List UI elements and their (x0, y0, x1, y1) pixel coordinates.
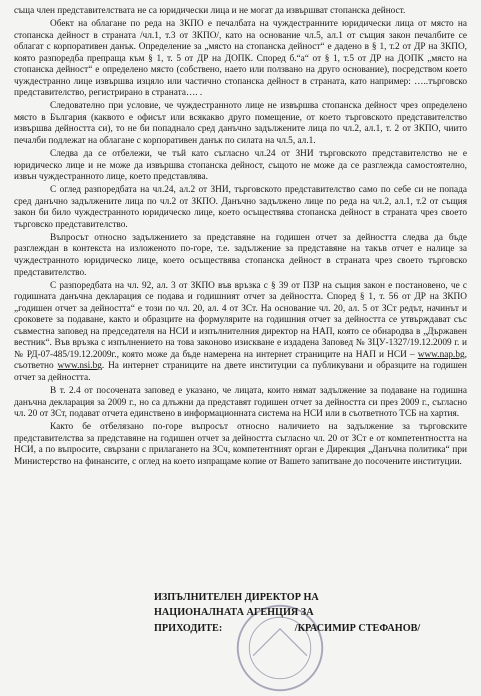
signature-title: ПРИХОДИТЕ: (154, 622, 223, 634)
website-link[interactable]: www.nsi.bg (57, 361, 102, 372)
paragraph-8: В т. 2.4 от посочената заповед е указано, че лицата, които нямат задължение за подаване на годишна данъчна декларация за 2009 г., но са длъжни да представят годишен отчет за дейността си през 2009 г., съгласно чл. 20 от ЗСт, подават отчета единствено в информационната система на НСИ или в съответното ТСБ на хартия. (14, 386, 467, 420)
paragraph-3: Следователно при условие, че чуждестранното лице не извършва стопанска дейност чрез определено място в България (каквото е офисът или всякакво друго помещение, от което търговското представителство извършва дейността си), то не би попаднало сред данъчно задължените лица по чл.2, ал.1, т. 2 от ЗКПО, чиито печалби подлежат на облагане с корпоративен данък по силата на чл.5, ал.1. (14, 101, 467, 147)
paragraph-9: Както бе отбелязано по-горе въпросът относно наличието на задължение за търговските представителства за представяне на годишен отчет за дейността съгласно чл. 20 от ЗСт е от компетентността на НСИ, а по въпросите, свързани с прилагането на ЗСч, компетентният орган е Дирекция „Данъчна политика“ при Министерство на финансите, с оглед на което изпращаме копие от Вашето запитване до посочените институции. (14, 422, 467, 467)
paragraph-5: С оглед разпоредбата на чл.24, ал.2 от ЗНИ, търговското представителство само по себе си не попада сред данъчно задължените лица по чл.2 от ЗКПО. Данъчно задължено лице по реда на чл.2, ал.1, т.2 от същия закон би било чуждестранното юридическо лице, което осъществява стопанска дейност в страната чрез своето търговско представителство. (14, 185, 467, 230)
paragraph-7: С разпоредбата на чл. 92, ал. 3 от ЗКПО във връзка с § 39 от ПЗР на същия закон е постановено, че с годишната данъчна декларация се подава и годишният отчет за дейността. Според § 1, т. 56 от ДР на ЗКПО „годишен отчет за дейността“ е този по чл. 20, ал. 4 от ЗСт. На основание чл. 20, ал. 5 от ЗСт редът, начинът и сроковете за подаване, както и образците на формулярите на годишния отчет за дейността се утвърждават със съвместна заповед на председателя на НСИ и изпълнителния директор на НАП, която се обнародва в „Държавен вестник“. Във връзка с изпълнението на това законово изискване е издадена Заповед № ЗЦУ-1327/19.12.2009 г. и № РД-07-485/19.12.2009г., която може да бъде намерена на интернет страниците на НАП и НСИ – www.nap.bg, съответно www.nsi.bg. На интернет страниците на двете институции са публикувани и образците на годишен отчет за дейността. (14, 280, 467, 383)
signature-line-3 (154, 621, 420, 636)
paragraph-2: Обект на облагане по реда на ЗКПО е печалбата на чуждестранните юридически лица от място на стопанска дейност в страната /чл.1, т.3 от ЗКПО/, като на основание чл.5, ал.1 от същия закон печалбите се облагат с корпоративен данък. Определение за „място на стопанска дейност“ е дадено в § 1, т.2 от ДР на ЗКПО, която разпоредба препраща към § 1, т. 5 от ДР на ДОПК. Според б.“а“ от § 1, т.5 от ДР на ДОПК „място на стопанска дейност“ е определено място (собствено, наето или ползвано на друго основание), посредством което чуждестранно лице извършва изцяло или частично стопанска дейност в страната, като например: …..търговско представителство, регистрирано в страната…. . (14, 19, 467, 99)
paragraph-6: Въпросът относно задължението за представяне на годишен отчет за дейността следва да бъде разглеждан в контекста на изложеното по-горе, т.е. задължение за представяне на такъв отчет е налице за чуждестранното юридическо лице, което осъществява стопанска дейност в страната чрез своето търговско представителство. (14, 232, 467, 278)
signature-line-2: НАЦИОНАЛНАТА АГЕНЦИЯ ЗА (154, 607, 314, 619)
signature-line-1: ИЗПЪЛНИТЕЛЕН ДИРЕКТОР НА (154, 592, 319, 603)
website-link[interactable]: www.nap.bg (417, 349, 465, 360)
signatory-name: /КРАСИМИР СТЕФАНОВ/ (294, 622, 421, 634)
signature-block (154, 590, 420, 636)
paragraph-4: Следва да се отбележи, че тъй като съгласно чл.24 от ЗНИ търговското представителство не е юридическо лице и не може да извършва стопанска дейност, същото не може да се разглежда самостоятелно, извън чуждестранното лице, което представлява. (14, 149, 467, 183)
paragraph-1: съща член представителствата не са юридически лица и не могат да извършват стопанска дейност. (14, 6, 406, 16)
